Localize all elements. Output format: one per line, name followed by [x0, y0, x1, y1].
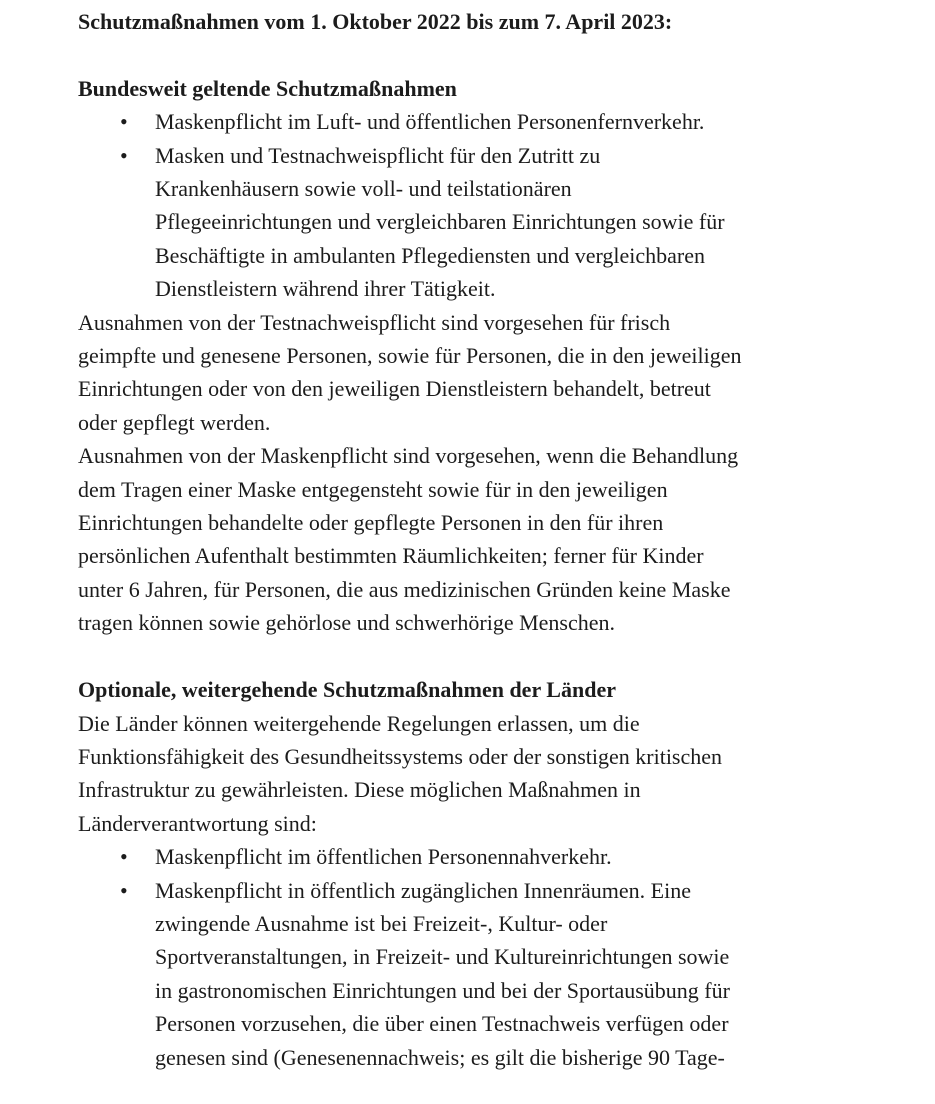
text-line: Dienstleistern während ihrer Tätigkeit.: [155, 276, 496, 302]
text-line: Maskenpflicht in öffentlich zugänglichen Innenräumen. Eine: [155, 877, 691, 903]
bullet-item-maskenpflicht-fernverkehr: [78, 105, 895, 138]
text-line: dem Tragen einer Maske entgegensteht sowie für in den jeweiligen: [78, 476, 668, 502]
text-line: Masken und Testnachweispflicht für den Zutritt zu: [155, 142, 601, 168]
text-line: Einrichtungen behandelte oder gepflegte Personen in den für ihren: [78, 510, 664, 536]
section-heading-bundesweit: [78, 72, 895, 105]
text-line: unter 6 Jahren, für Personen, die aus medizinischen Gründen keine Maske: [78, 576, 731, 602]
bullet-icon: •: [120, 877, 128, 903]
text-line: Ausnahmen von der Maskenpflicht sind vorgesehen, wenn die Behandlung: [78, 443, 739, 469]
text-line: tragen können sowie gehörlose und schwerhörige Menschen.: [78, 610, 616, 636]
text-line: Schutzmaßnahmen vom 1. Oktober 2022 bis zum 7. April 2023:: [78, 9, 673, 34]
document-title: [78, 5, 895, 38]
text-line: Personen vorzusehen, die über einen Testnachweis verfügen oder: [155, 1011, 729, 1037]
text-line: geimpfte und genesene Personen, sowie für Personen, die in den jeweiligen: [78, 343, 742, 369]
text-line: Pflegeeinrichtungen und vergleichbaren Einrichtungen sowie für: [155, 209, 725, 235]
text-line: Funktionsfähigkeit des Gesundheitssystems oder der sonstigen kritischen: [78, 743, 723, 769]
text-line: Maskenpflicht im öffentlichen Personennahverkehr.: [155, 844, 612, 870]
text-line: Maskenpflicht im Luft- und öffentlichen Personenfernverkehr.: [155, 109, 705, 135]
bullet-item-masken-testnachweispflicht: [78, 139, 895, 306]
text-line: Beschäftigte in ambulanten Pflegediensten und vergleichbaren: [155, 242, 706, 268]
text-line: Länderverantwortung sind:: [78, 810, 317, 836]
bullet-icon: •: [120, 142, 128, 168]
text-line: genesen sind (Genesenennachweis; es gilt die bisherige 90 Tage-: [155, 1044, 725, 1070]
paragraph-testnachweispflicht-ausnahmen: [78, 306, 895, 440]
text-line: zwingende Ausnahme ist bei Freizeit-, Kultur- oder: [155, 910, 608, 936]
bullet-icon: •: [120, 844, 128, 870]
text-line: persönlichen Aufenthalt bestimmten Räumlichkeiten; ferner für Kinder: [78, 543, 704, 569]
text-line: oder gepflegt werden.: [78, 409, 271, 435]
bullet-item-maskenpflicht-innenraeume: [78, 874, 895, 1074]
text-line: Sportveranstaltungen, in Freizeit- und Kultureinrichtungen sowie: [155, 944, 730, 970]
paragraph-maskenpflicht-ausnahmen: [78, 439, 895, 639]
section-heading-optionale-laender: [78, 673, 895, 706]
text-line: in gastronomischen Einrichtungen und bei der Sportausübung für: [155, 977, 730, 1003]
text-line: Ausnahmen von der Testnachweispflicht sind vorgesehen für frisch: [78, 309, 671, 335]
bullet-icon: •: [120, 109, 128, 135]
text-line: Bundesweit geltende Schutzmaßnahmen: [78, 75, 457, 101]
text-line: Die Länder können weitergehende Regelungen erlassen, um die: [78, 710, 640, 736]
text-line: Einrichtungen oder von den jeweiligen Dienstleistern behandelt, betreut: [78, 376, 711, 402]
text-line: Optionale, weitergehende Schutzmaßnahmen der Länder: [78, 677, 616, 703]
bullet-item-maskenpflicht-nahverkehr: [78, 840, 895, 873]
paragraph-laender-intro: [78, 707, 895, 841]
text-line: Infrastruktur zu gewährleisten. Diese möglichen Maßnahmen in: [78, 777, 641, 803]
text-line: Krankenhäusern sowie voll- und teilstationären: [155, 176, 572, 202]
